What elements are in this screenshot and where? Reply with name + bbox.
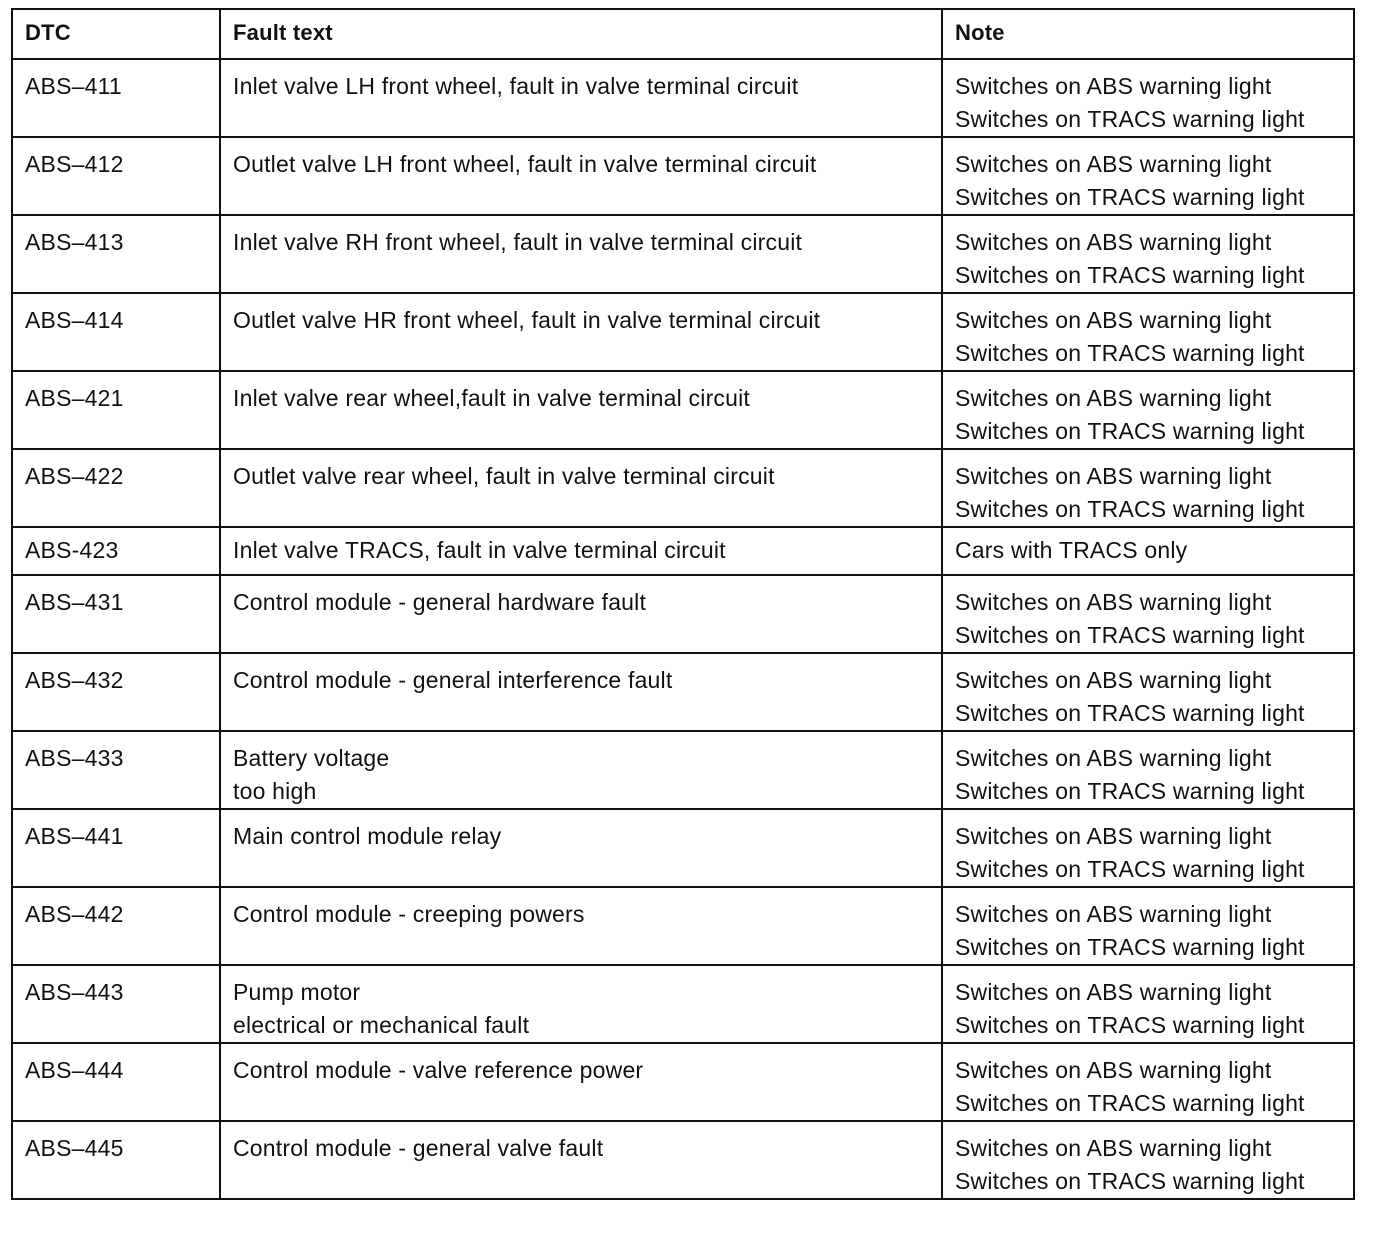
- note-line: Switches on ABS warning light: [955, 745, 1272, 771]
- cell-dtc: [12, 809, 220, 887]
- fault-text-line: Inlet valve RH front wheel, fault in valve terminal circuit: [233, 229, 803, 255]
- table-row: [12, 731, 1354, 809]
- fault-text-line: too high: [233, 778, 317, 804]
- note-line: Switches on ABS warning light: [955, 589, 1272, 615]
- cell-dtc: [12, 215, 220, 293]
- dtc-table: [11, 8, 1355, 1200]
- table-row: [12, 527, 1354, 575]
- note-line: Switches on ABS warning light: [955, 385, 1272, 411]
- fault-text-line: Main control module relay: [233, 823, 502, 849]
- fault-text-line: Battery voltage: [233, 745, 390, 771]
- dtc-code: ABS–413: [25, 229, 124, 255]
- cell-fault-text: [220, 1043, 942, 1121]
- fault-text-line: Control module - general valve fault: [233, 1135, 604, 1161]
- fault-text-line: Pump motor: [233, 979, 361, 1005]
- cell-note: [942, 731, 1354, 809]
- cell-fault-text: [220, 1121, 942, 1199]
- cell-fault-text: [220, 59, 942, 137]
- cell-note: [942, 887, 1354, 965]
- cell-fault-text: [220, 653, 942, 731]
- note-line: Switches on TRACS warning light: [955, 856, 1305, 882]
- cell-note: [942, 137, 1354, 215]
- note-line: Switches on TRACS warning light: [955, 778, 1305, 804]
- note-line: Switches on ABS warning light: [955, 823, 1272, 849]
- table-row: [12, 653, 1354, 731]
- cell-fault-text: [220, 215, 942, 293]
- cell-note: [942, 371, 1354, 449]
- header-fault-text: Fault text: [220, 9, 942, 59]
- note-line: Switches on ABS warning light: [955, 901, 1272, 927]
- fault-text-line: Control module - general interference fault: [233, 667, 673, 693]
- note-line: Switches on ABS warning light: [955, 1135, 1272, 1161]
- dtc-code: ABS–441: [25, 823, 124, 849]
- cell-dtc: [12, 449, 220, 527]
- cell-note: [942, 809, 1354, 887]
- cell-dtc: [12, 371, 220, 449]
- cell-dtc: [12, 293, 220, 371]
- cell-dtc: [12, 731, 220, 809]
- note-line: Switches on TRACS warning light: [955, 340, 1305, 366]
- note-line: Switches on TRACS warning light: [955, 262, 1305, 288]
- cell-dtc: [12, 653, 220, 731]
- note-line: Switches on ABS warning light: [955, 73, 1272, 99]
- cell-note: [942, 653, 1354, 731]
- table-row: [12, 575, 1354, 653]
- cell-fault-text: [220, 809, 942, 887]
- dtc-code: ABS–422: [25, 463, 124, 489]
- cell-note: [942, 293, 1354, 371]
- dtc-code: ABS–414: [25, 307, 124, 333]
- table-row: [12, 887, 1354, 965]
- dtc-code: ABS–421: [25, 385, 124, 411]
- note-line: Switches on TRACS warning light: [955, 934, 1305, 960]
- dtc-code: ABS–444: [25, 1057, 124, 1083]
- table-row: [12, 371, 1354, 449]
- note-line: Switches on ABS warning light: [955, 307, 1272, 333]
- cell-dtc: [12, 887, 220, 965]
- note-line: Cars with TRACS only: [955, 537, 1188, 563]
- cell-note: [942, 575, 1354, 653]
- cell-dtc: [12, 59, 220, 137]
- table-row: [12, 137, 1354, 215]
- table-row: [12, 215, 1354, 293]
- fault-text-line: Inlet valve rear wheel,fault in valve terminal circuit: [233, 385, 751, 411]
- cell-fault-text: [220, 731, 942, 809]
- fault-text-line: electrical or mechanical fault: [233, 1012, 530, 1038]
- dtc-code: ABS–431: [25, 589, 124, 615]
- dtc-code: ABS–443: [25, 979, 124, 1005]
- fault-text-line: Outlet valve LH front wheel, fault in valve terminal circuit: [233, 151, 817, 177]
- table-row: [12, 1043, 1354, 1121]
- dtc-code: ABS–432: [25, 667, 124, 693]
- fault-text-line: Outlet valve rear wheel, fault in valve terminal circuit: [233, 463, 775, 489]
- dtc-code: ABS–442: [25, 901, 124, 927]
- fault-text-line: Control module - valve reference power: [233, 1057, 644, 1083]
- dtc-code: ABS–412: [25, 151, 124, 177]
- cell-fault-text: [220, 449, 942, 527]
- note-line: Switches on TRACS warning light: [955, 1012, 1305, 1038]
- fault-text-line: Inlet valve TRACS, fault in valve terminal circuit: [233, 537, 726, 563]
- table-row: [12, 59, 1354, 137]
- note-line: Switches on TRACS warning light: [955, 700, 1305, 726]
- cell-fault-text: [220, 371, 942, 449]
- table-row: [12, 809, 1354, 887]
- note-line: Switches on TRACS warning light: [955, 184, 1305, 210]
- cell-dtc: [12, 575, 220, 653]
- note-line: Switches on TRACS warning light: [955, 496, 1305, 522]
- cell-note: [942, 965, 1354, 1043]
- cell-note: [942, 215, 1354, 293]
- cell-dtc: [12, 527, 220, 575]
- table-body: [12, 59, 1354, 1199]
- cell-note: [942, 1121, 1354, 1199]
- table-header-row: [12, 9, 1354, 59]
- fault-text-line: Inlet valve LH front wheel, fault in valve terminal circuit: [233, 73, 799, 99]
- cell-note: [942, 527, 1354, 575]
- dtc-code: ABS–433: [25, 745, 124, 771]
- note-line: Switches on ABS warning light: [955, 1057, 1272, 1083]
- table-row: [12, 1121, 1354, 1199]
- table-row: [12, 293, 1354, 371]
- fault-text-line: Control module - general hardware fault: [233, 589, 647, 615]
- note-line: Switches on ABS warning light: [955, 229, 1272, 255]
- note-line: Switches on ABS warning light: [955, 151, 1272, 177]
- cell-dtc: [12, 137, 220, 215]
- fault-text-line: Control module - creeping powers: [233, 901, 585, 927]
- note-line: Switches on TRACS warning light: [955, 106, 1305, 132]
- dtc-code: ABS–445: [25, 1135, 124, 1161]
- note-line: Switches on TRACS warning light: [955, 1090, 1305, 1116]
- cell-dtc: [12, 1121, 220, 1199]
- note-line: Switches on TRACS warning light: [955, 1168, 1305, 1194]
- dtc-code: ABS–411: [25, 73, 122, 99]
- dtc-code: ABS-423: [25, 537, 119, 563]
- table-row: [12, 449, 1354, 527]
- note-line: Switches on ABS warning light: [955, 979, 1272, 1005]
- table-row: [12, 965, 1354, 1043]
- cell-fault-text: [220, 575, 942, 653]
- cell-note: [942, 1043, 1354, 1121]
- cell-fault-text: [220, 527, 942, 575]
- cell-dtc: [12, 965, 220, 1043]
- cell-fault-text: [220, 965, 942, 1043]
- note-line: Switches on ABS warning light: [955, 463, 1272, 489]
- note-line: Switches on TRACS warning light: [955, 418, 1305, 444]
- header-dtc: DTC: [12, 9, 220, 59]
- cell-dtc: [12, 1043, 220, 1121]
- cell-note: [942, 449, 1354, 527]
- note-line: Switches on ABS warning light: [955, 667, 1272, 693]
- note-line: Switches on TRACS warning light: [955, 622, 1305, 648]
- cell-fault-text: [220, 887, 942, 965]
- fault-text-line: Outlet valve HR front wheel, fault in valve terminal circuit: [233, 307, 821, 333]
- cell-fault-text: [220, 293, 942, 371]
- cell-fault-text: [220, 137, 942, 215]
- cell-note: [942, 59, 1354, 137]
- header-note: Note: [942, 9, 1354, 59]
